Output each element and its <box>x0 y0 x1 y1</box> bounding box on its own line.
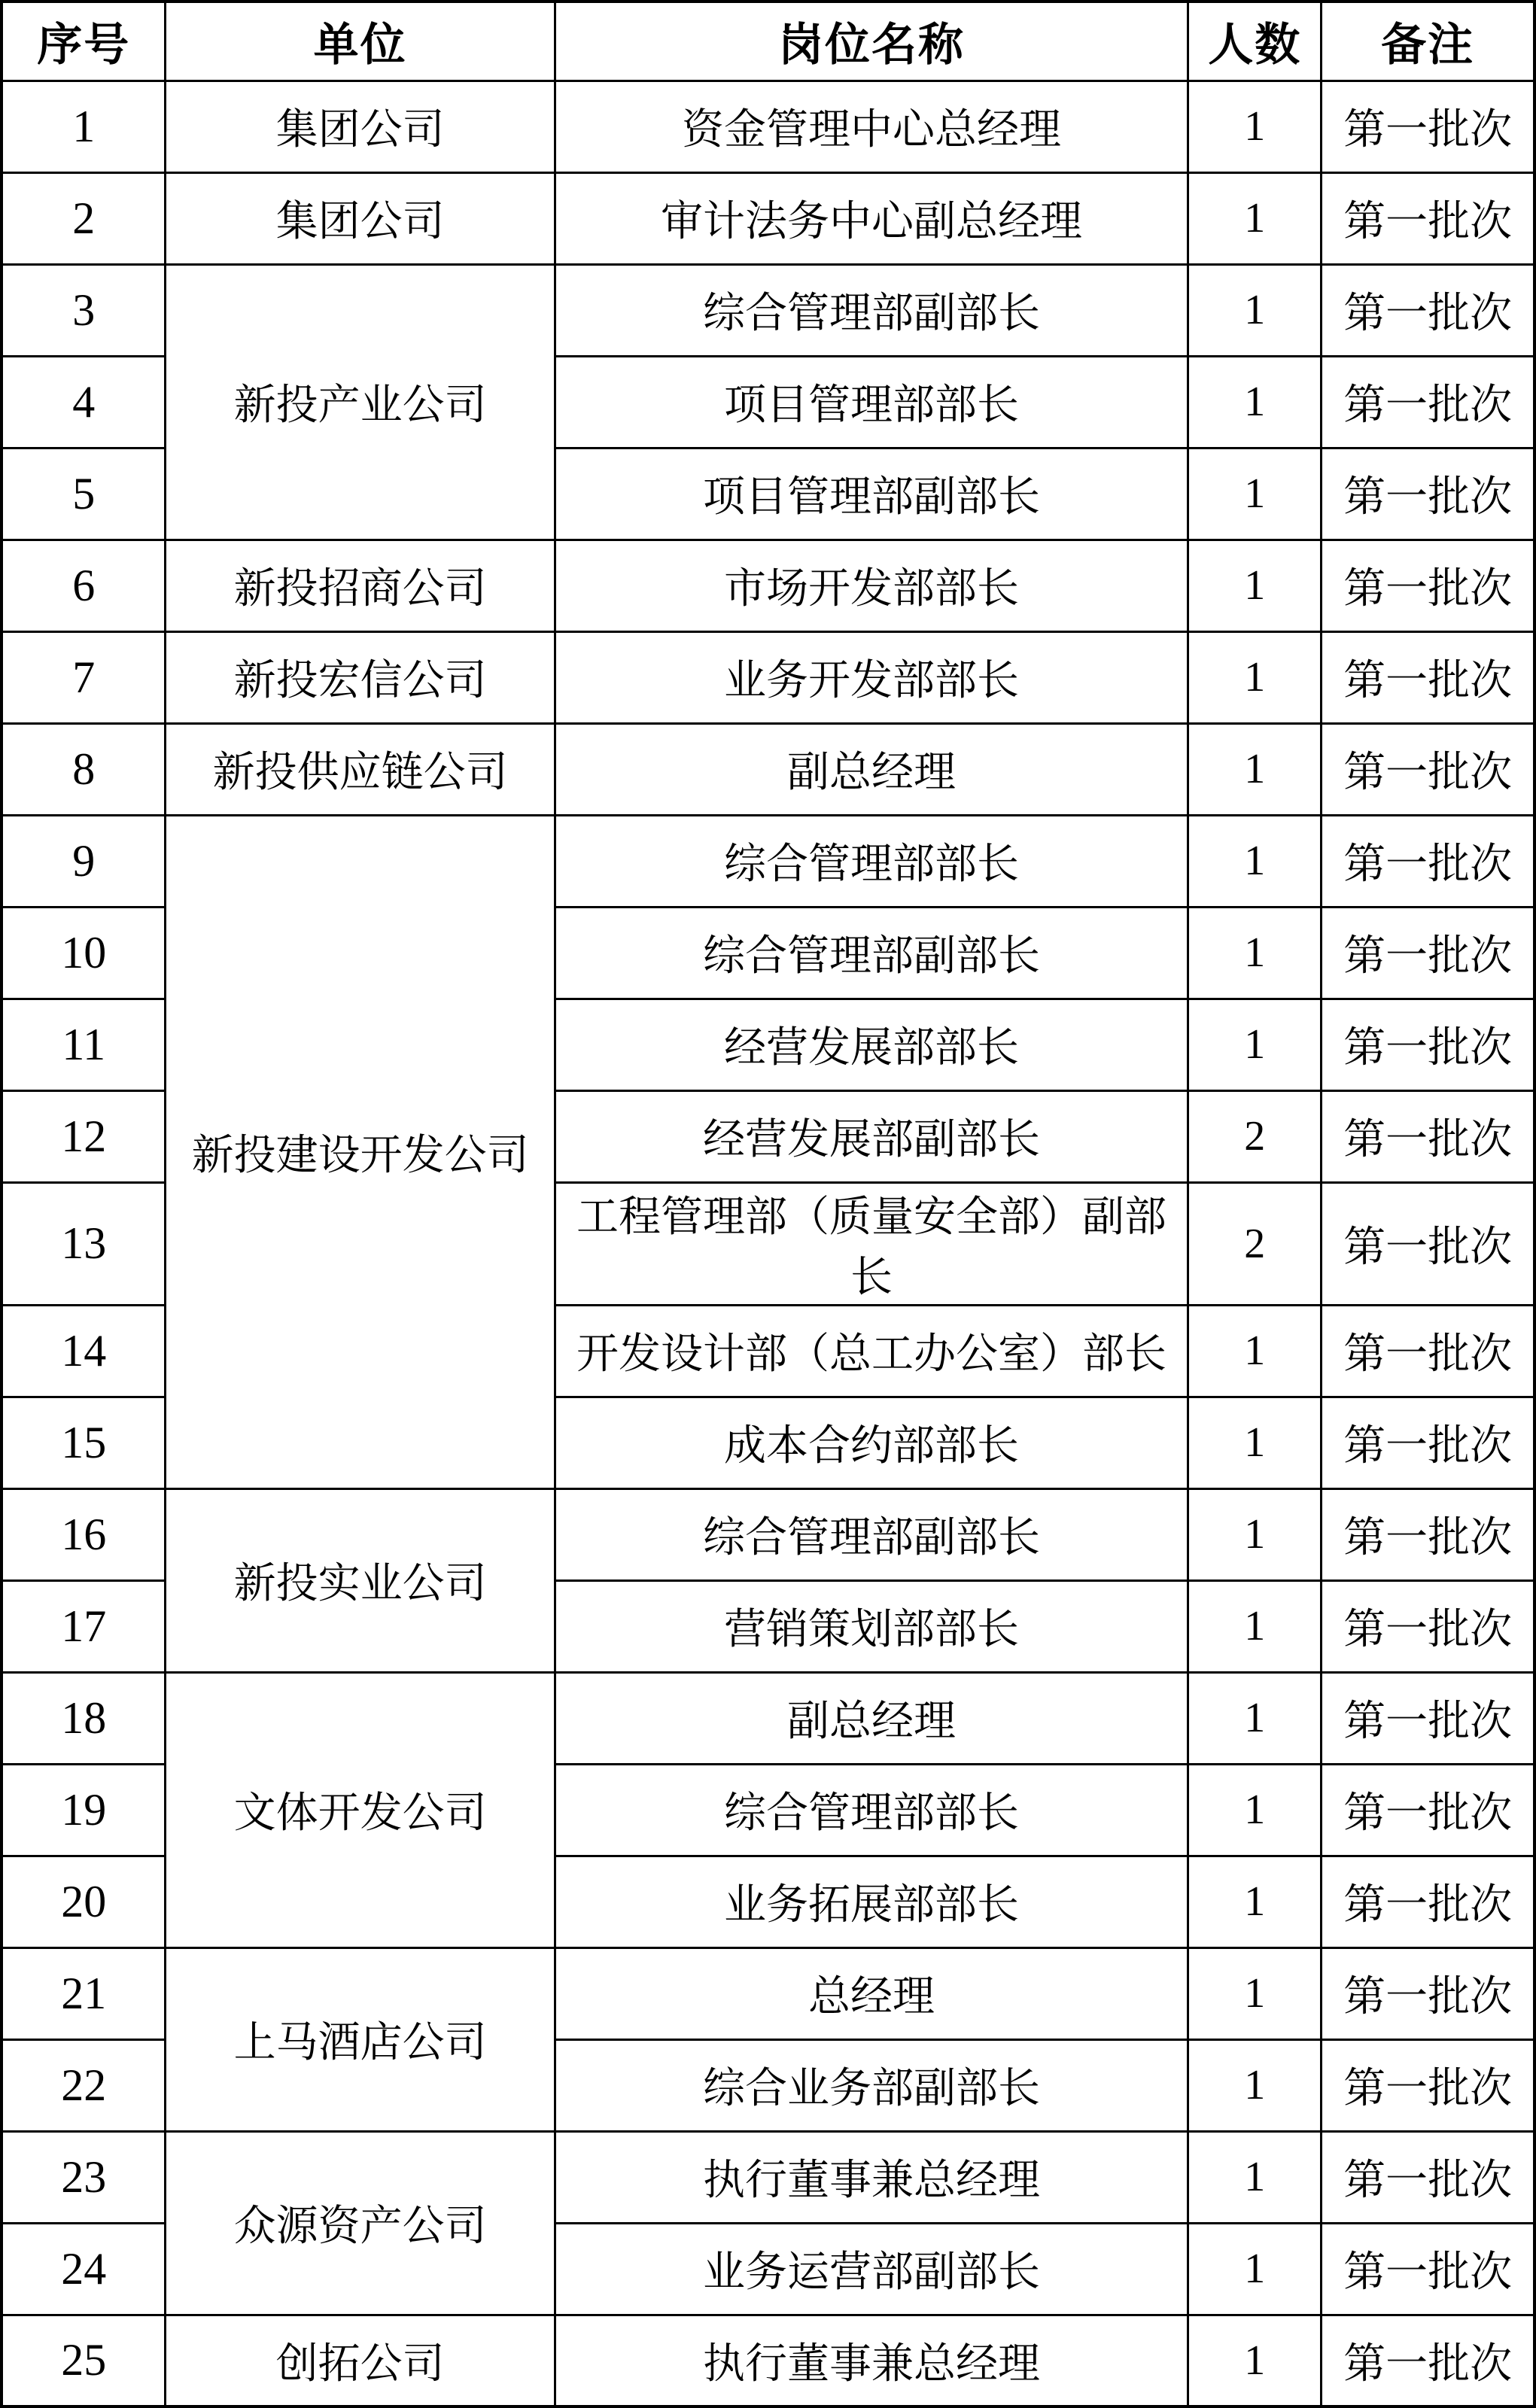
unit-cell: 文体开发公司 <box>166 1672 555 1947</box>
table-row <box>2 540 1534 631</box>
count-cell: 1 <box>1188 631 1322 723</box>
table-row <box>2 1488 1534 1580</box>
seq-cell: 3 <box>2 264 166 356</box>
table-row <box>2 1947 1534 2039</box>
position-cell: 综合业务部副部长 <box>555 2039 1188 2131</box>
note-cell: 第一批次 <box>1322 1305 1534 1397</box>
note-cell: 第一批次 <box>1322 172 1534 264</box>
seq-cell: 22 <box>2 2039 166 2131</box>
seq-cell: 6 <box>2 540 166 631</box>
unit-cell: 新投实业公司 <box>166 1488 555 1672</box>
position-cell: 执行董事兼总经理 <box>555 2315 1188 2406</box>
note-cell: 第一批次 <box>1322 907 1534 999</box>
count-cell: 1 <box>1188 448 1322 540</box>
count-cell: 2 <box>1188 1182 1322 1305</box>
note-cell: 第一批次 <box>1322 1580 1534 1672</box>
header-seq: 序号 <box>2 2 166 81</box>
count-cell: 1 <box>1188 2223 1322 2315</box>
count-cell: 1 <box>1188 1580 1322 1672</box>
seq-cell: 19 <box>2 1764 166 1856</box>
note-cell: 第一批次 <box>1322 540 1534 631</box>
seq-cell: 12 <box>2 1090 166 1182</box>
seq-cell: 15 <box>2 1397 166 1488</box>
position-cell: 副总经理 <box>555 723 1188 815</box>
note-cell: 第一批次 <box>1322 1397 1534 1488</box>
count-cell: 1 <box>1188 172 1322 264</box>
seq-cell: 16 <box>2 1488 166 1580</box>
count-cell: 1 <box>1188 2039 1322 2131</box>
table-row <box>2 172 1534 264</box>
count-cell: 1 <box>1188 540 1322 631</box>
note-cell: 第一批次 <box>1322 1182 1534 1305</box>
position-cell: 副总经理 <box>555 1672 1188 1764</box>
seq-cell: 20 <box>2 1856 166 1947</box>
note-cell: 第一批次 <box>1322 2315 1534 2406</box>
count-cell: 1 <box>1188 999 1322 1090</box>
header-row <box>2 2 1534 81</box>
seq-cell: 9 <box>2 815 166 907</box>
position-cell: 业务拓展部部长 <box>555 1856 1188 1947</box>
count-cell: 1 <box>1188 1488 1322 1580</box>
position-cell: 经营发展部副部长 <box>555 1090 1188 1182</box>
table-row <box>2 2315 1534 2406</box>
unit-cell: 新投供应链公司 <box>166 723 555 815</box>
header-unit: 单位 <box>166 2 555 81</box>
seq-cell: 10 <box>2 907 166 999</box>
position-cell: 项目管理部副部长 <box>555 448 1188 540</box>
seq-cell: 4 <box>2 356 166 448</box>
table-row <box>2 815 1534 907</box>
count-cell: 1 <box>1188 1397 1322 1488</box>
seq-cell: 13 <box>2 1182 166 1305</box>
count-cell: 1 <box>1188 1856 1322 1947</box>
seq-cell: 23 <box>2 2131 166 2223</box>
seq-cell: 11 <box>2 999 166 1090</box>
note-cell: 第一批次 <box>1322 2223 1534 2315</box>
unit-cell: 集团公司 <box>166 81 555 172</box>
note-cell: 第一批次 <box>1322 1947 1534 2039</box>
position-cell: 市场开发部部长 <box>555 540 1188 631</box>
position-cell: 业务运营部副部长 <box>555 2223 1188 2315</box>
note-cell: 第一批次 <box>1322 2131 1534 2223</box>
position-cell: 综合管理部部长 <box>555 1764 1188 1856</box>
count-cell: 1 <box>1188 356 1322 448</box>
note-cell: 第一批次 <box>1322 264 1534 356</box>
position-cell: 综合管理部副部长 <box>555 907 1188 999</box>
unit-cell: 新投招商公司 <box>166 540 555 631</box>
seq-cell: 21 <box>2 1947 166 2039</box>
header-position: 岗位名称 <box>555 2 1188 81</box>
seq-cell: 2 <box>2 172 166 264</box>
table-body <box>2 81 1534 2406</box>
position-cell: 综合管理部副部长 <box>555 1488 1188 1580</box>
position-cell: 开发设计部（总工办公室）部长 <box>555 1305 1188 1397</box>
unit-cell: 众源资产公司 <box>166 2131 555 2315</box>
seq-cell: 25 <box>2 2315 166 2406</box>
note-cell: 第一批次 <box>1322 356 1534 448</box>
count-cell: 1 <box>1188 907 1322 999</box>
seq-cell: 7 <box>2 631 166 723</box>
unit-cell: 新投建设开发公司 <box>166 815 555 1488</box>
unit-cell: 新投产业公司 <box>166 264 555 540</box>
table-row <box>2 264 1534 356</box>
note-cell: 第一批次 <box>1322 723 1534 815</box>
position-cell: 综合管理部部长 <box>555 815 1188 907</box>
seq-cell: 17 <box>2 1580 166 1672</box>
position-cell: 总经理 <box>555 1947 1188 2039</box>
note-cell: 第一批次 <box>1322 631 1534 723</box>
position-cell: 审计法务中心副总经理 <box>555 172 1188 264</box>
count-cell: 1 <box>1188 2131 1322 2223</box>
seq-cell: 5 <box>2 448 166 540</box>
unit-cell: 新投宏信公司 <box>166 631 555 723</box>
note-cell: 第一批次 <box>1322 999 1534 1090</box>
seq-cell: 14 <box>2 1305 166 1397</box>
table-row <box>2 2131 1534 2223</box>
count-cell: 1 <box>1188 1947 1322 2039</box>
table-row <box>2 1672 1534 1764</box>
table-row <box>2 631 1534 723</box>
position-cell: 工程管理部（质量安全部）副部长 <box>555 1182 1188 1305</box>
position-cell: 业务开发部部长 <box>555 631 1188 723</box>
note-cell: 第一批次 <box>1322 1764 1534 1856</box>
count-cell: 1 <box>1188 1305 1322 1397</box>
note-cell: 第一批次 <box>1322 815 1534 907</box>
seq-cell: 18 <box>2 1672 166 1764</box>
note-cell: 第一批次 <box>1322 1672 1534 1764</box>
table-row <box>2 723 1534 815</box>
seq-cell: 1 <box>2 81 166 172</box>
position-cell: 资金管理中心总经理 <box>555 81 1188 172</box>
unit-cell: 创拓公司 <box>166 2315 555 2406</box>
position-cell: 综合管理部副部长 <box>555 264 1188 356</box>
position-cell: 执行董事兼总经理 <box>555 2131 1188 2223</box>
table-header <box>2 2 1534 81</box>
note-cell: 第一批次 <box>1322 448 1534 540</box>
count-cell: 1 <box>1188 723 1322 815</box>
count-cell: 1 <box>1188 815 1322 907</box>
unit-cell: 上马酒店公司 <box>166 1947 555 2131</box>
note-cell: 第一批次 <box>1322 1856 1534 1947</box>
table-row <box>2 81 1534 172</box>
count-cell: 2 <box>1188 1090 1322 1182</box>
count-cell: 1 <box>1188 1764 1322 1856</box>
header-count: 人数 <box>1188 2 1322 81</box>
seq-cell: 8 <box>2 723 166 815</box>
position-cell: 经营发展部部长 <box>555 999 1188 1090</box>
header-note: 备注 <box>1322 2 1534 81</box>
note-cell: 第一批次 <box>1322 1488 1534 1580</box>
note-cell: 第一批次 <box>1322 2039 1534 2131</box>
seq-cell: 24 <box>2 2223 166 2315</box>
count-cell: 1 <box>1188 81 1322 172</box>
note-cell: 第一批次 <box>1322 81 1534 172</box>
position-cell: 营销策划部部长 <box>555 1580 1188 1672</box>
position-cell: 成本合约部部长 <box>555 1397 1188 1488</box>
note-cell: 第一批次 <box>1322 1090 1534 1182</box>
count-cell: 1 <box>1188 264 1322 356</box>
count-cell: 1 <box>1188 2315 1322 2406</box>
position-cell: 项目管理部部长 <box>555 356 1188 448</box>
unit-cell: 集团公司 <box>166 172 555 264</box>
count-cell: 1 <box>1188 1672 1322 1764</box>
